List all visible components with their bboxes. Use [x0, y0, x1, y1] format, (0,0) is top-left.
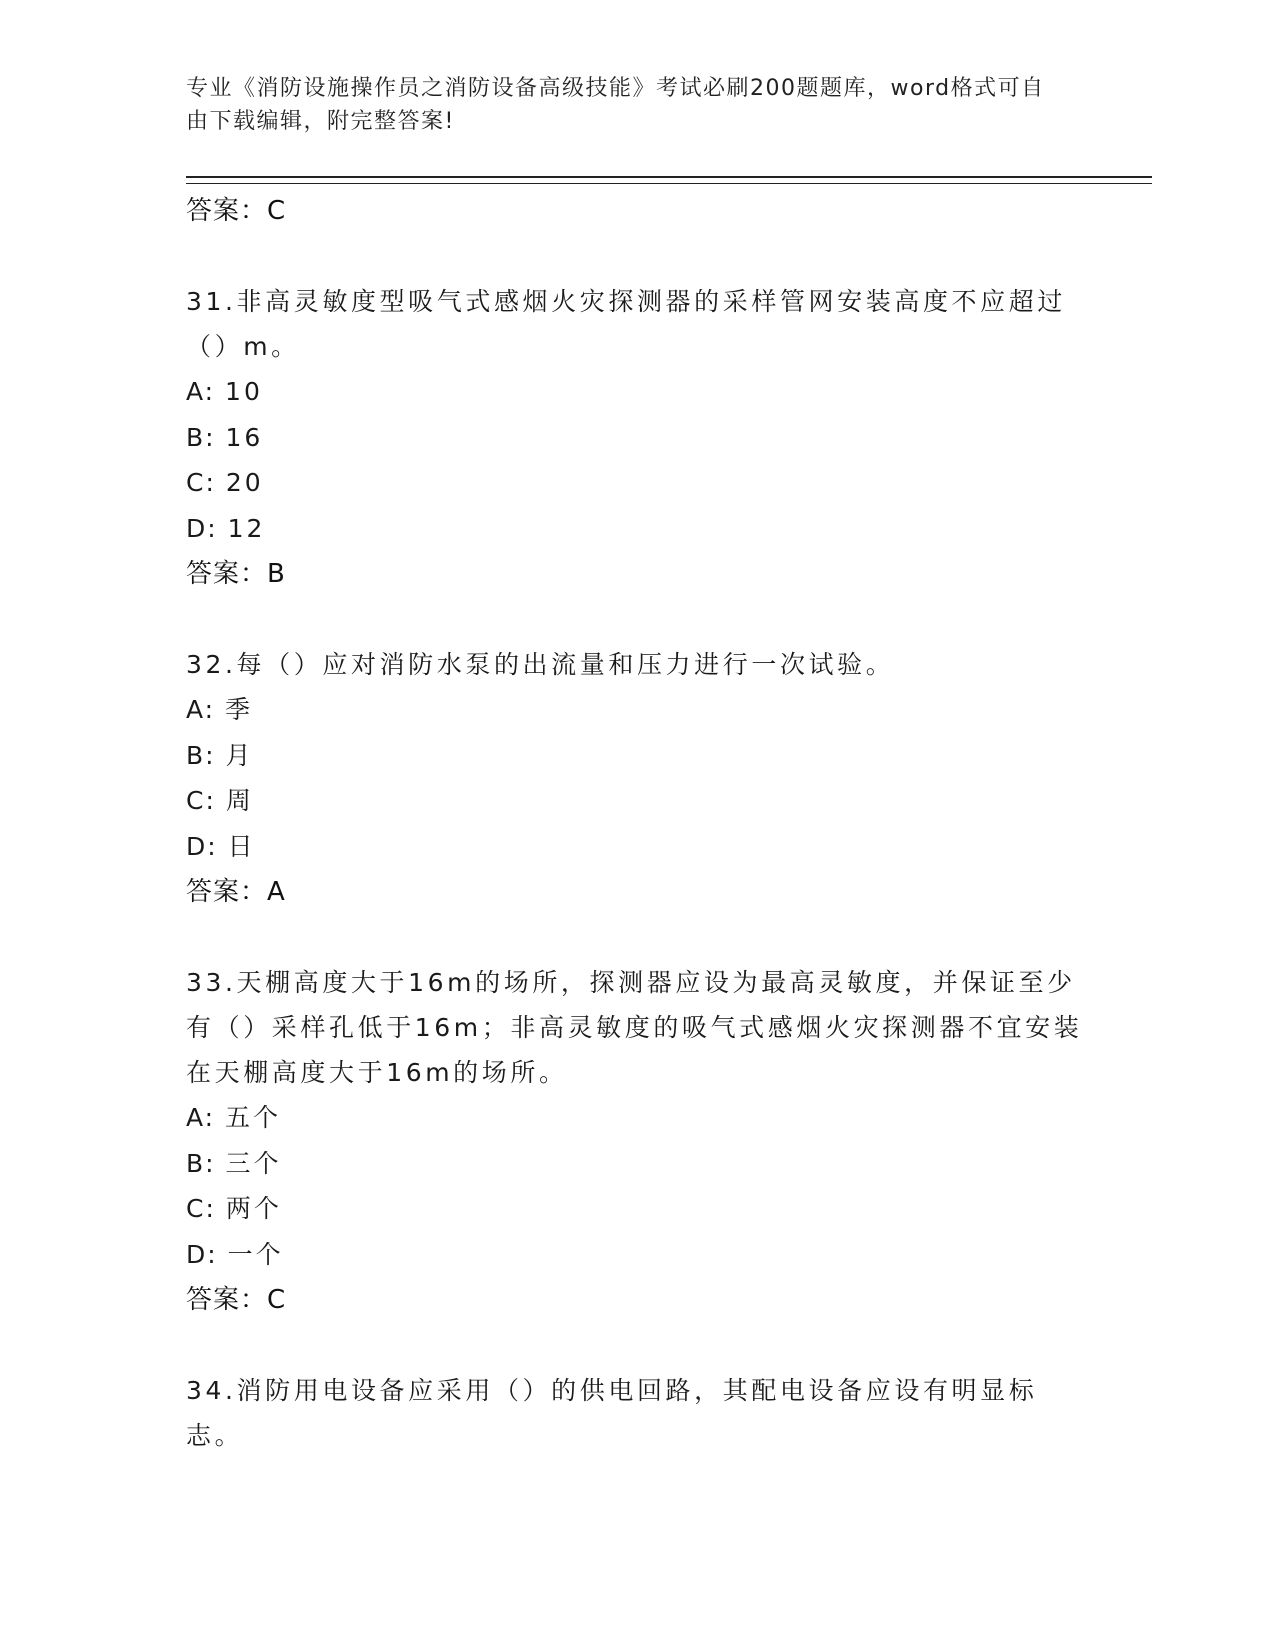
option-a	[186, 1095, 1086, 1141]
option-d	[186, 506, 1086, 552]
option-key: B:	[186, 1148, 216, 1178]
option-c	[186, 1186, 1086, 1232]
question-stem: 31.非高灵敏度型吸气式感烟火灾探测器的采样管网安装高度不应超过（）m。	[186, 287, 1066, 361]
option-text: 周	[225, 786, 254, 815]
question-stem: 33.天棚高度大于16m的场所，探测器应设为最高灵敏度，并保证至少有（）采样孔低于16m；非高灵敏度的吸气式感烟火灾探测器不宜安装在天棚高度大于16m的场所。	[186, 968, 1083, 1087]
option-text: 月	[225, 740, 254, 770]
question-31	[186, 279, 1086, 597]
option-key: A:	[186, 695, 216, 724]
option-key: B:	[186, 740, 216, 770]
page-header: 专业《消防设施操作员之消防设备高级技能》考试必刷200题题库，word格式可自由下载编辑，附完整答案!	[186, 76, 1045, 134]
option-d	[186, 1232, 1086, 1278]
option-d	[186, 824, 1086, 870]
option-key: D:	[186, 513, 218, 543]
option-text: 两个	[225, 1194, 282, 1223]
option-text: 一个	[227, 1239, 284, 1269]
option-a	[186, 687, 1086, 733]
answer-line: 答案：C	[186, 1285, 287, 1315]
option-c	[186, 460, 1086, 506]
option-b	[186, 733, 1086, 779]
question-stem: 34.消防用电设备应采用（）的供电回路，其配电设备应设有明显标志。	[186, 1376, 1038, 1450]
question-stem: 32.每（）应对消防水泵的出流量和压力进行一次试验。	[186, 650, 895, 679]
answer-line: 答案：B	[186, 559, 286, 589]
option-b	[186, 1141, 1086, 1187]
question-32	[186, 642, 1086, 915]
option-text: 季	[225, 695, 254, 724]
answer-line: 答案：A	[186, 877, 286, 907]
option-key: B:	[186, 422, 216, 452]
option-text: 10	[225, 377, 263, 406]
option-text: 五个	[225, 1103, 282, 1132]
option-key: C:	[186, 468, 216, 497]
option-key: A:	[186, 377, 216, 406]
option-text: 20	[225, 468, 264, 497]
option-key: C:	[186, 786, 216, 815]
option-a	[186, 369, 1086, 415]
option-text: 12	[227, 513, 266, 543]
question-33	[186, 960, 1086, 1323]
previous-answer: 答案：C	[186, 196, 287, 226]
option-b	[186, 415, 1086, 461]
header-divider	[186, 176, 1152, 184]
option-text: 16	[225, 422, 264, 452]
option-text: 日	[227, 831, 256, 861]
option-key: C:	[186, 1194, 216, 1223]
option-c	[186, 778, 1086, 824]
option-text: 三个	[225, 1148, 282, 1178]
question-list	[186, 188, 1086, 1458]
option-key: D:	[186, 831, 218, 861]
option-key: A:	[186, 1103, 216, 1132]
option-key: D:	[186, 1239, 218, 1269]
question-34	[186, 1368, 1086, 1458]
